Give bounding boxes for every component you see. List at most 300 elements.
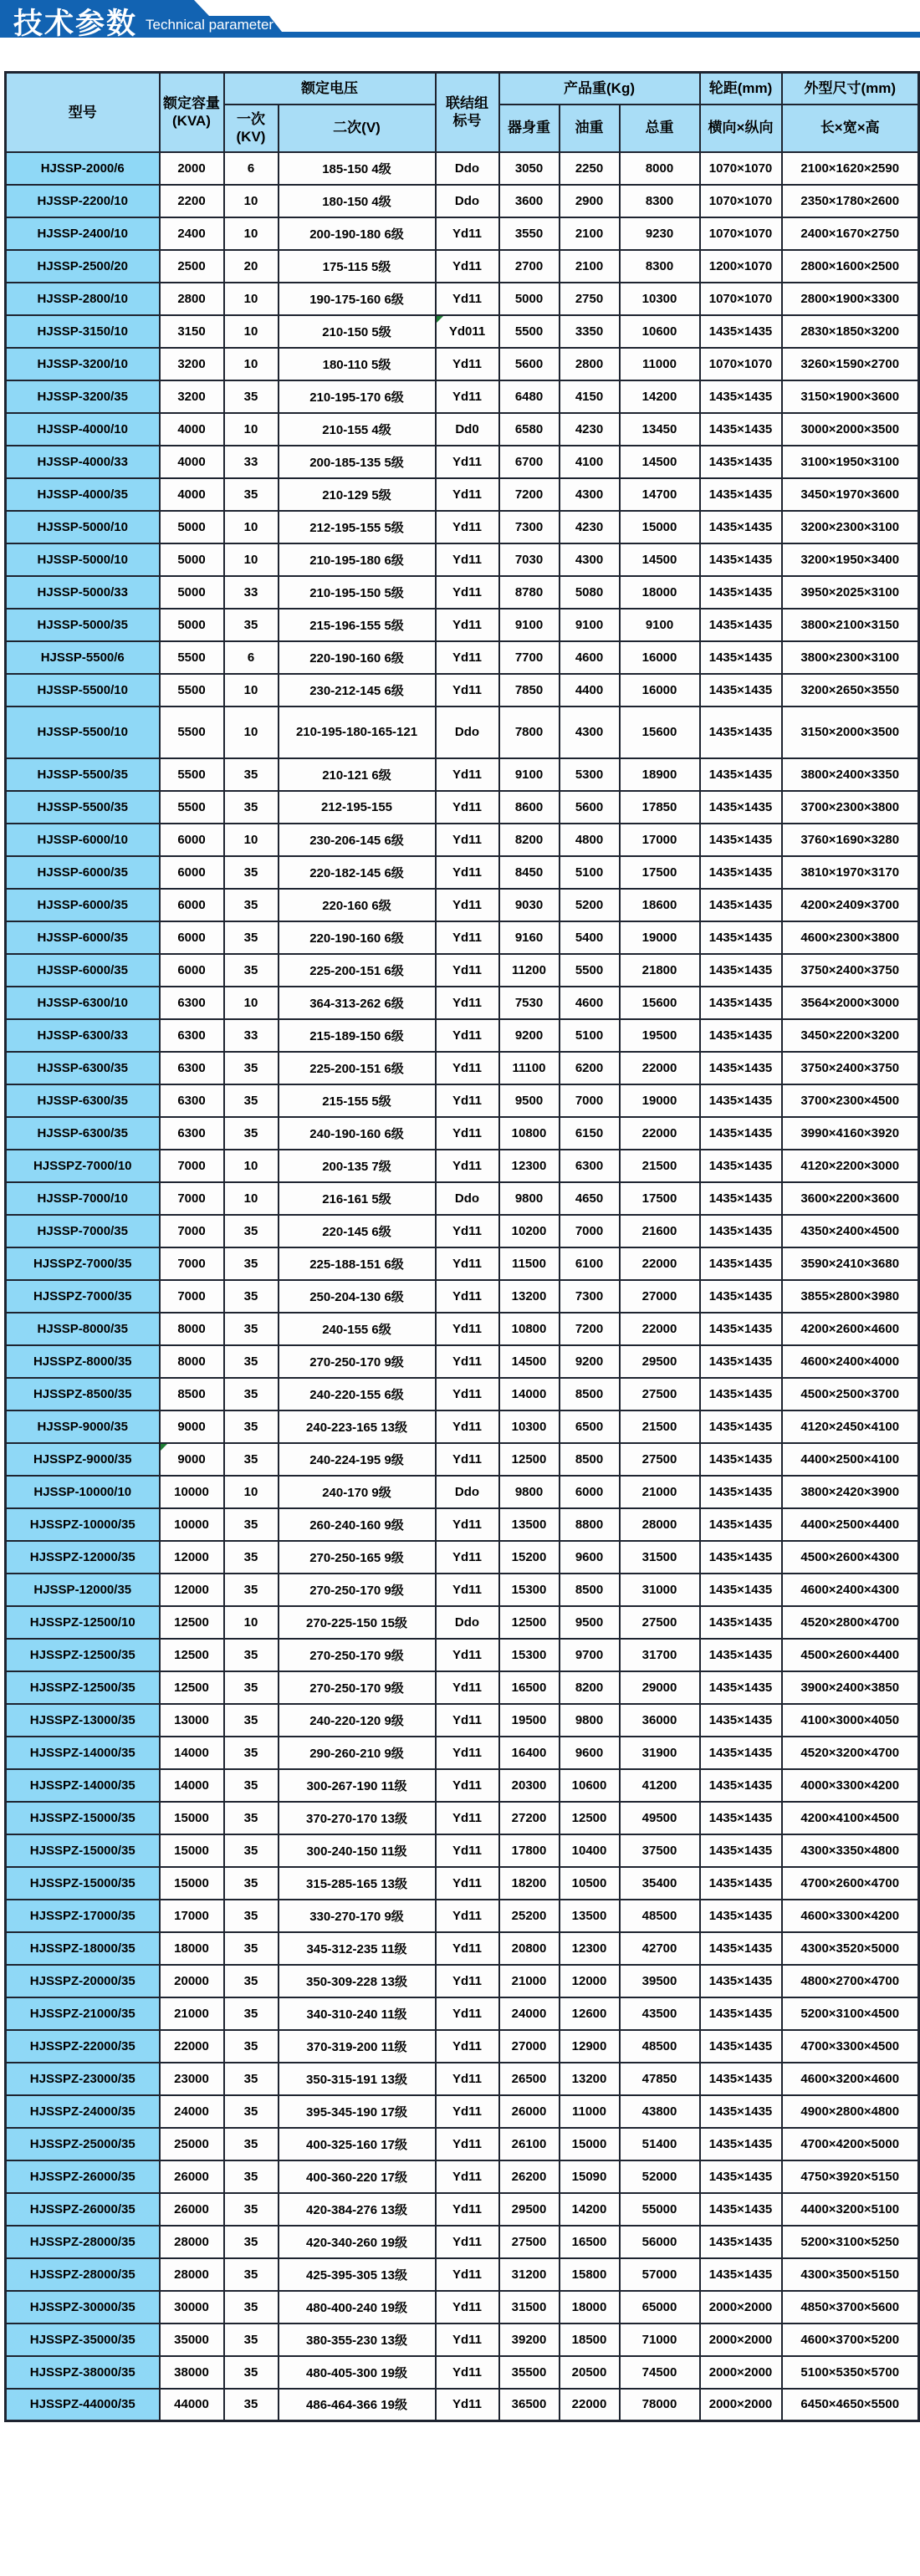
cell-model: HJSSP-6000/10	[6, 824, 160, 856]
table-row	[6, 1574, 919, 1606]
table-row	[6, 1900, 919, 1932]
cell-total-weight: 9230	[620, 217, 700, 250]
cell-dimensions: 3200×2300×3100	[782, 511, 919, 543]
cell-capacity: 7000	[160, 1280, 224, 1313]
cell-model: HJSSPZ-28000/35	[6, 2258, 160, 2291]
cell-body-weight: 8600	[499, 791, 560, 824]
cell-secondary-voltage: 395-345-190 17级	[279, 2095, 436, 2128]
cell-connection-group: Yd11	[436, 1378, 499, 1410]
cell-connection-group: Yd11	[436, 1345, 499, 1378]
col-header-wheelbase-sub: 横向×纵向	[700, 105, 782, 152]
cell-secondary-voltage: 270-250-165 9级	[279, 1541, 436, 1574]
cell-primary-voltage: 35	[224, 2258, 279, 2291]
cell-model: HJSSPZ-12500/35	[6, 1639, 160, 1671]
cell-capacity: 9000	[160, 1410, 224, 1443]
cell-capacity: 6000	[160, 921, 224, 954]
cell-primary-voltage: 35	[224, 1345, 279, 1378]
cell-connection-group: Yd11	[436, 1052, 499, 1084]
cell-total-weight: 29500	[620, 1345, 700, 1378]
cell-dimensions: 4400×2500×4100	[782, 1443, 919, 1476]
cell-total-weight: 37500	[620, 1834, 700, 1867]
cell-primary-voltage: 35	[224, 1965, 279, 1997]
cell-capacity: 6000	[160, 954, 224, 987]
cell-model: HJSSPZ-28000/35	[6, 2226, 160, 2258]
cell-model: HJSSPZ-8500/35	[6, 1378, 160, 1410]
cell-wheelbase: 1435×1435	[700, 1606, 782, 1639]
cell-total-weight: 51400	[620, 2128, 700, 2160]
cell-oil-weight: 5100	[560, 856, 620, 889]
cell-capacity: 4000	[160, 413, 224, 446]
cell-model: HJSSP-10000/10	[6, 1476, 160, 1508]
cell-connection-group: Yd11	[436, 2389, 499, 2421]
cell-connection-group: Yd11	[436, 1704, 499, 1737]
cell-capacity: 2200	[160, 185, 224, 217]
cell-model: HJSSP-2800/10	[6, 283, 160, 315]
cell-dimensions: 3590×2410×3680	[782, 1247, 919, 1280]
cell-primary-voltage: 35	[224, 1574, 279, 1606]
cell-body-weight: 16500	[499, 1671, 560, 1704]
cell-capacity: 12500	[160, 1606, 224, 1639]
col-header-secondary-voltage: 二次(V)	[279, 105, 436, 152]
cell-primary-voltage: 20	[224, 250, 279, 283]
cell-primary-voltage: 10	[224, 1182, 279, 1215]
cell-connection-group: Yd11	[436, 250, 499, 283]
cell-secondary-voltage: 212-195-155 5级	[279, 511, 436, 543]
cell-dimensions: 3700×2300×3800	[782, 791, 919, 824]
cell-body-weight: 36500	[499, 2389, 560, 2421]
cell-body-weight: 14000	[499, 1378, 560, 1410]
cell-secondary-voltage: 425-395-305 13级	[279, 2258, 436, 2291]
cell-model: HJSSPZ-12500/10	[6, 1606, 160, 1639]
cell-body-weight: 14500	[499, 1345, 560, 1378]
cell-model: HJSSP-3200/10	[6, 348, 160, 380]
cell-primary-voltage: 35	[224, 791, 279, 824]
col-header-body-weight: 器身重	[499, 105, 560, 152]
cell-body-weight: 25200	[499, 1900, 560, 1932]
cell-model: HJSSPZ-15000/35	[6, 1802, 160, 1834]
cell-wheelbase: 1435×1435	[700, 609, 782, 641]
cell-connection-group: Yd11	[436, 2258, 499, 2291]
cell-body-weight: 7300	[499, 511, 560, 543]
cell-primary-voltage: 35	[224, 1378, 279, 1410]
cell-oil-weight: 6150	[560, 1117, 620, 1150]
cell-secondary-voltage: 270-250-170 9级	[279, 1639, 436, 1671]
cell-model: HJSSP-3200/35	[6, 380, 160, 413]
cell-body-weight: 12500	[499, 1443, 560, 1476]
cell-model: HJSSPZ-38000/35	[6, 2356, 160, 2389]
cell-body-weight: 9200	[499, 1019, 560, 1052]
cell-secondary-voltage: 270-250-170 9级	[279, 1671, 436, 1704]
table-row	[6, 2128, 919, 2160]
cell-body-weight: 11500	[499, 1247, 560, 1280]
cell-oil-weight: 7000	[560, 1084, 620, 1117]
cell-primary-voltage: 35	[224, 1671, 279, 1704]
cell-secondary-voltage: 270-250-170 9级	[279, 1574, 436, 1606]
table-row	[6, 152, 919, 185]
cell-wheelbase: 1435×1435	[700, 478, 782, 511]
cell-oil-weight: 8500	[560, 1443, 620, 1476]
cell-connection-group: Yd11	[436, 1247, 499, 1280]
cell-primary-voltage: 35	[224, 2356, 279, 2389]
cell-body-weight: 3050	[499, 152, 560, 185]
cell-capacity: 21000	[160, 1997, 224, 2030]
cell-capacity: 12500	[160, 1639, 224, 1671]
table-row	[6, 1802, 919, 1834]
cell-connection-group: Yd11	[436, 2030, 499, 2063]
cell-total-weight: 22000	[620, 1313, 700, 1345]
cell-body-weight: 10200	[499, 1215, 560, 1247]
cell-oil-weight: 5300	[560, 758, 620, 791]
table-row	[6, 1671, 919, 1704]
cell-primary-voltage: 35	[224, 1410, 279, 1443]
cell-body-weight: 9100	[499, 609, 560, 641]
table-row	[6, 185, 919, 217]
table-row	[6, 1541, 919, 1574]
cell-body-weight: 13500	[499, 1508, 560, 1541]
cell-oil-weight: 10600	[560, 1769, 620, 1802]
cell-oil-weight: 14200	[560, 2193, 620, 2226]
cell-primary-voltage: 35	[224, 380, 279, 413]
cell-secondary-voltage: 250-204-130 6级	[279, 1280, 436, 1313]
cell-body-weight: 10300	[499, 1410, 560, 1443]
cell-oil-weight: 9600	[560, 1737, 620, 1769]
cell-dimensions: 4750×3920×5150	[782, 2160, 919, 2193]
cell-dimensions: 5100×5350×5700	[782, 2356, 919, 2389]
cell-oil-weight: 2100	[560, 250, 620, 283]
table-row	[6, 889, 919, 921]
cell-wheelbase: 1435×1435	[700, 1476, 782, 1508]
technical-parameters-table	[4, 71, 920, 2422]
cell-model: HJSSP-6000/35	[6, 889, 160, 921]
cell-dimensions: 3260×1590×2700	[782, 348, 919, 380]
cell-secondary-voltage: 230-206-145 6级	[279, 824, 436, 856]
table-row	[6, 2160, 919, 2193]
cell-total-weight: 21600	[620, 1215, 700, 1247]
cell-capacity: 5500	[160, 758, 224, 791]
cell-connection-group: Yd11	[436, 987, 499, 1019]
cell-capacity: 5000	[160, 576, 224, 609]
cell-total-weight: 22000	[620, 1247, 700, 1280]
cell-capacity: 35000	[160, 2324, 224, 2356]
cell-primary-voltage: 35	[224, 1443, 279, 1476]
cell-model: HJSSPZ-20000/35	[6, 1965, 160, 1997]
cell-total-weight: 15600	[620, 987, 700, 1019]
cell-dimensions: 4300×3500×5150	[782, 2258, 919, 2291]
page-subtitle: Technical parameter	[146, 17, 274, 33]
table-row	[6, 758, 919, 791]
cell-total-weight: 18900	[620, 758, 700, 791]
cell-secondary-voltage: 315-285-165 13级	[279, 1867, 436, 1900]
table-row	[6, 1867, 919, 1900]
cell-capacity: 6300	[160, 1052, 224, 1084]
cell-secondary-voltage: 420-340-260 19级	[279, 2226, 436, 2258]
cell-body-weight: 7200	[499, 478, 560, 511]
cell-connection-group: Yd11	[436, 1997, 499, 2030]
cell-total-weight: 17500	[620, 856, 700, 889]
cell-oil-weight: 20500	[560, 2356, 620, 2389]
cell-oil-weight: 6500	[560, 1410, 620, 1443]
cell-model: HJSSP-5500/10	[6, 674, 160, 706]
cell-model: HJSSPZ-12000/35	[6, 1541, 160, 1574]
cell-wheelbase: 1435×1435	[700, 1769, 782, 1802]
table-row	[6, 1508, 919, 1541]
cell-secondary-voltage: 260-240-160 9级	[279, 1508, 436, 1541]
cell-wheelbase: 1070×1070	[700, 217, 782, 250]
table-row	[6, 543, 919, 576]
cell-dimensions: 4400×3200×5100	[782, 2193, 919, 2226]
cell-connection-group: Yd11	[436, 1084, 499, 1117]
cell-dimensions: 2830×1850×3200	[782, 315, 919, 348]
cell-body-weight: 19500	[499, 1704, 560, 1737]
cell-body-weight: 35500	[499, 2356, 560, 2389]
cell-model: HJSSP-5000/33	[6, 576, 160, 609]
cell-dimensions: 3760×1690×3280	[782, 824, 919, 856]
cell-primary-voltage: 35	[224, 856, 279, 889]
cell-secondary-voltage: 240-224-195 9级	[279, 1443, 436, 1476]
cell-secondary-voltage: 400-360-220 17级	[279, 2160, 436, 2193]
cell-dimensions: 4120×2450×4100	[782, 1410, 919, 1443]
cell-body-weight: 20800	[499, 1932, 560, 1965]
cell-connection-group: Yd11	[436, 1737, 499, 1769]
cell-model: HJSSP-3150/10	[6, 315, 160, 348]
cell-secondary-voltage: 300-240-150 11级	[279, 1834, 436, 1867]
cell-capacity: 17000	[160, 1900, 224, 1932]
cell-connection-group: Ddo	[436, 185, 499, 217]
table-row	[6, 1345, 919, 1378]
cell-secondary-voltage: 210-195-170 6级	[279, 380, 436, 413]
cell-primary-voltage: 35	[224, 1117, 279, 1150]
cell-secondary-voltage: 185-150 4级	[279, 152, 436, 185]
cell-total-weight: 10600	[620, 315, 700, 348]
cell-wheelbase: 1435×1435	[700, 1410, 782, 1443]
cell-model: HJSSP-6300/35	[6, 1117, 160, 1150]
cell-connection-group: Yd11	[436, 1019, 499, 1052]
cell-body-weight: 17800	[499, 1834, 560, 1867]
cell-total-weight: 27000	[620, 1280, 700, 1313]
cell-dimensions: 3150×1900×3600	[782, 380, 919, 413]
cell-connection-group: Yd11	[436, 2095, 499, 2128]
table-row	[6, 641, 919, 674]
banner	[0, 0, 920, 42]
cell-total-weight: 22000	[620, 1117, 700, 1150]
cell-connection-group: Yd11	[436, 1117, 499, 1150]
cell-body-weight: 31200	[499, 2258, 560, 2291]
cell-oil-weight: 7000	[560, 1215, 620, 1247]
cell-connection-group: Ddo	[436, 1476, 499, 1508]
cell-total-weight: 49500	[620, 1802, 700, 1834]
cell-oil-weight: 9200	[560, 1345, 620, 1378]
cell-capacity: 23000	[160, 2063, 224, 2095]
cell-primary-voltage: 35	[224, 1932, 279, 1965]
cell-oil-weight: 15800	[560, 2258, 620, 2291]
cell-connection-group: Yd11	[436, 380, 499, 413]
cell-dimensions: 4500×2500×3700	[782, 1378, 919, 1410]
cell-connection-group: Yd11	[436, 2128, 499, 2160]
cell-connection-group: Yd11	[436, 511, 499, 543]
cell-wheelbase: 1435×1435	[700, 987, 782, 1019]
cell-model: HJSSPZ-9000/35	[6, 1443, 160, 1476]
cell-primary-voltage: 35	[224, 478, 279, 511]
cell-wheelbase: 1435×1435	[700, 1671, 782, 1704]
cell-body-weight: 9160	[499, 921, 560, 954]
cell-secondary-voltage: 364-313-262 6级	[279, 987, 436, 1019]
cell-secondary-voltage: 220-145 6级	[279, 1215, 436, 1247]
cell-wheelbase: 1435×1435	[700, 1215, 782, 1247]
cell-body-weight: 10800	[499, 1117, 560, 1150]
cell-body-weight: 31500	[499, 2291, 560, 2324]
cell-secondary-voltage: 210-195-180 6级	[279, 543, 436, 576]
cell-capacity: 9000	[160, 1443, 224, 1476]
cell-dimensions: 2800×1600×2500	[782, 250, 919, 283]
cell-capacity: 8000	[160, 1313, 224, 1345]
cell-total-weight: 56000	[620, 2226, 700, 2258]
cell-secondary-voltage: 350-309-228 13级	[279, 1965, 436, 1997]
cell-capacity: 14000	[160, 1737, 224, 1769]
cell-oil-weight: 9500	[560, 1606, 620, 1639]
cell-oil-weight: 15090	[560, 2160, 620, 2193]
table-header	[6, 73, 919, 152]
table-row	[6, 674, 919, 706]
cell-primary-voltage: 35	[224, 2291, 279, 2324]
cell-capacity: 26000	[160, 2193, 224, 2226]
cell-dimensions: 4300×3350×4800	[782, 1834, 919, 1867]
cell-primary-voltage: 10	[224, 1606, 279, 1639]
cell-model: HJSSPZ-7000/35	[6, 1280, 160, 1313]
table-row	[6, 2030, 919, 2063]
cell-model: HJSSPZ-26000/35	[6, 2160, 160, 2193]
cell-capacity: 6300	[160, 1084, 224, 1117]
cell-primary-voltage: 6	[224, 152, 279, 185]
cell-secondary-voltage: 212-195-155	[279, 791, 436, 824]
cell-dimensions: 4350×2400×4500	[782, 1215, 919, 1247]
cell-dimensions: 4700×3300×4500	[782, 2030, 919, 2063]
table-row	[6, 921, 919, 954]
cell-body-weight: 3550	[499, 217, 560, 250]
cell-connection-group: Yd11	[436, 1900, 499, 1932]
cell-model: HJSSPZ-25000/35	[6, 2128, 160, 2160]
cell-model: HJSSPZ-15000/35	[6, 1867, 160, 1900]
col-header-rated-voltage: 额定电压	[224, 73, 436, 105]
cell-body-weight: 39200	[499, 2324, 560, 2356]
cell-wheelbase: 1435×1435	[700, 1704, 782, 1737]
cell-model: HJSSP-6000/35	[6, 921, 160, 954]
cell-oil-weight: 3350	[560, 315, 620, 348]
cell-dimensions: 4200×2409×3700	[782, 889, 919, 921]
cell-oil-weight: 12900	[560, 2030, 620, 2063]
cell-primary-voltage: 35	[224, 609, 279, 641]
cell-primary-voltage: 10	[224, 674, 279, 706]
table-row	[6, 315, 919, 348]
cell-model: HJSSP-6300/35	[6, 1052, 160, 1084]
cell-capacity: 2000	[160, 152, 224, 185]
table-row	[6, 706, 919, 758]
table-row	[6, 2324, 919, 2356]
cell-oil-weight: 16500	[560, 2226, 620, 2258]
cell-total-weight: 52000	[620, 2160, 700, 2193]
cell-connection-group: Yd11	[436, 889, 499, 921]
cell-body-weight: 26100	[499, 2128, 560, 2160]
cell-model: HJSSPZ-12500/35	[6, 1671, 160, 1704]
table-row	[6, 511, 919, 543]
cell-model: HJSSPZ-17000/35	[6, 1900, 160, 1932]
cell-secondary-voltage: 210-195-180-165-121	[279, 706, 436, 758]
cell-body-weight: 13200	[499, 1280, 560, 1313]
cell-total-weight: 15000	[620, 511, 700, 543]
table-row	[6, 1704, 919, 1737]
cell-secondary-voltage: 400-325-160 17级	[279, 2128, 436, 2160]
table-row	[6, 2226, 919, 2258]
cell-total-weight: 31000	[620, 1574, 700, 1606]
cell-connection-group: Ddo	[436, 1606, 499, 1639]
cell-primary-voltage: 35	[224, 1084, 279, 1117]
cell-model: HJSSPZ-7000/10	[6, 1150, 160, 1182]
col-header-total-weight: 总重	[620, 105, 700, 152]
cell-connection-group: Yd11	[436, 609, 499, 641]
cell-body-weight: 11200	[499, 954, 560, 987]
cell-oil-weight: 5400	[560, 921, 620, 954]
cell-body-weight: 9100	[499, 758, 560, 791]
cell-total-weight: 31500	[620, 1541, 700, 1574]
cell-body-weight: 29500	[499, 2193, 560, 2226]
cell-dimensions: 4300×3520×5000	[782, 1932, 919, 1965]
cell-model: HJSSPZ-26000/35	[6, 2193, 160, 2226]
cell-primary-voltage: 10	[224, 413, 279, 446]
cell-secondary-voltage: 180-150 4级	[279, 185, 436, 217]
col-header-dimensions: 外型尺寸(mm)	[782, 73, 919, 105]
cell-secondary-voltage: 270-250-170 9级	[279, 1345, 436, 1378]
cell-dimensions: 4800×2700×4700	[782, 1965, 919, 1997]
cell-body-weight: 5600	[499, 348, 560, 380]
cell-model: HJSSP-5000/10	[6, 511, 160, 543]
cell-body-weight: 6700	[499, 446, 560, 478]
col-header-primary-line1: 一次	[237, 110, 265, 127]
cell-total-weight: 21000	[620, 1476, 700, 1508]
cell-total-weight: 27500	[620, 1443, 700, 1476]
cell-wheelbase: 2000×2000	[700, 2291, 782, 2324]
cell-primary-voltage: 10	[224, 706, 279, 758]
cell-body-weight: 26200	[499, 2160, 560, 2193]
cell-model: HJSSP-2200/10	[6, 185, 160, 217]
cell-model: HJSSPZ-14000/35	[6, 1769, 160, 1802]
cell-wheelbase: 2000×2000	[700, 2389, 782, 2421]
cell-total-weight: 43800	[620, 2095, 700, 2128]
cell-oil-weight: 9600	[560, 1541, 620, 1574]
col-header-group-line2: 标号	[452, 113, 482, 130]
cell-body-weight: 18200	[499, 1867, 560, 1900]
cell-body-weight: 8200	[499, 824, 560, 856]
cell-dimensions: 4600×2300×3800	[782, 921, 919, 954]
col-header-oil-weight: 油重	[560, 105, 620, 152]
cell-capacity: 7000	[160, 1182, 224, 1215]
cell-total-weight: 29000	[620, 1671, 700, 1704]
cell-capacity: 26000	[160, 2160, 224, 2193]
cell-secondary-voltage: 200-185-135 5级	[279, 446, 436, 478]
cell-dimensions: 4700×2600×4700	[782, 1867, 919, 1900]
cell-wheelbase: 1435×1435	[700, 1247, 782, 1280]
cell-oil-weight: 7300	[560, 1280, 620, 1313]
cell-connection-group: Yd11	[436, 217, 499, 250]
table-row	[6, 446, 919, 478]
cell-dimensions: 4400×2500×4400	[782, 1508, 919, 1541]
cell-total-weight: 41200	[620, 1769, 700, 1802]
table-row	[6, 1410, 919, 1443]
cell-wheelbase: 2000×2000	[700, 2356, 782, 2389]
table-row	[6, 791, 919, 824]
cell-oil-weight: 8200	[560, 1671, 620, 1704]
cell-secondary-voltage: 210-121 6级	[279, 758, 436, 791]
cell-capacity: 4000	[160, 446, 224, 478]
cell-dimensions: 2350×1780×2600	[782, 185, 919, 217]
